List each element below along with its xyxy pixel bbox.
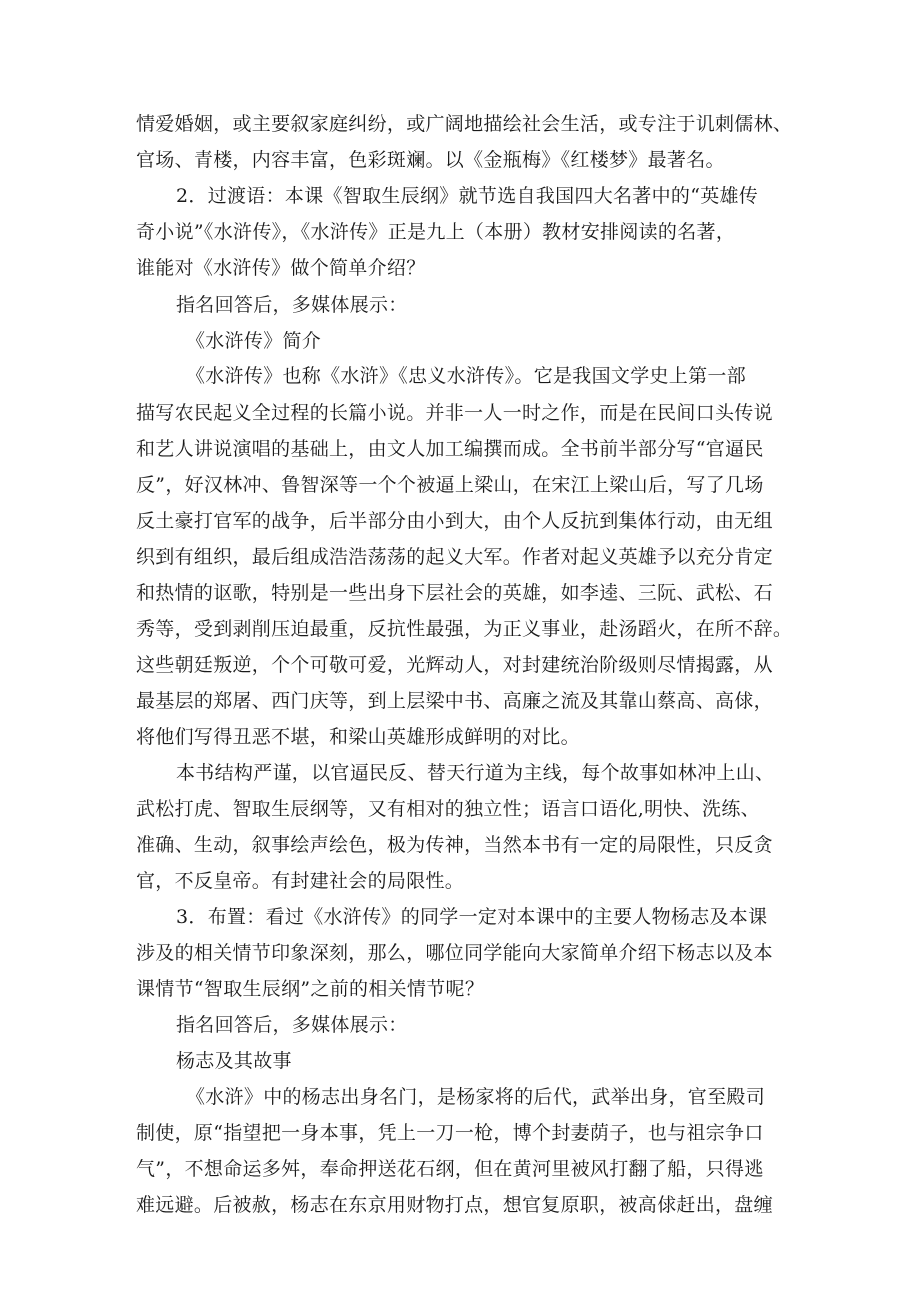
text-line: 将他们写得丑恶不堪，和梁山英雄形成鲜明的对比。: [136, 726, 580, 748]
text-line: 《水浒传》也称《水浒》《忠义水浒传》。它是我国文学史上第一部: [186, 365, 747, 387]
text-line: 杨志及其故事: [176, 1050, 292, 1072]
text-line: 反”，好汉林冲、鲁智深等一个个被逼上梁山，在宋江上梁山后，写了几场: [136, 474, 764, 496]
text-line: 武松打虎、智取生辰纲等，又有相对的独立性；语言口语化,明快、洗练、: [136, 798, 760, 820]
text-line: 官场、青楼，内容丰富，色彩斑斓。以《金瓶梅》《红楼梦》最著名。: [136, 149, 725, 171]
text-line: 制使，原“指望把一身本事，凭上一刀一枪，博个封妻荫子，也与祖宗争口: [136, 1122, 764, 1144]
text-line: 指名回答后，多媒体展示：: [176, 294, 408, 316]
text-line: 准确、生动，叙事绘声绘色，极为传神，当然本书有一定的局限性，只反贪: [136, 834, 773, 856]
text-line: 课情节“智取生辰纲”之前的相关情节呢？: [136, 978, 485, 1000]
text-line: 难远避。后被赦，杨志在东京用财物打点，想官复原职，被高俅赶出，盘缠: [136, 1194, 773, 1216]
text-line: 这些朝廷叛逆，个个可敬可爱，光辉动人，对封建统治阶级则尽情揭露，从: [136, 654, 773, 676]
text-line: 谁能对《水浒传》做个简单介绍？: [136, 257, 426, 279]
text-line: 描写农民起义全过程的长篇小说。并非一人一时之作，而是在民间口头传说: [136, 402, 773, 424]
text-line: 和艺人讲说演唱的基础上，由文人加工编撰而成。全书前半部分写“官逼民: [136, 438, 764, 460]
text-line: 指名回答后，多媒体展示：: [176, 1014, 408, 1036]
text-line: 《水浒》中的杨志出身名门，是杨家将的后代，武举出身，官至殿司: [186, 1086, 766, 1108]
text-line: 秀等，受到剥削压迫最重，反抗性最强，为正义事业，赴汤蹈火，在所不辞。: [136, 618, 793, 640]
text-line: 最基层的郑屠、西门庆等，到上层梁中书、高廉之流及其靠山蔡高、高俅，: [136, 690, 773, 712]
text-line: 奇小说”《水浒传》，《水浒传》正是九上（本册）教材安排阅读的名著，: [136, 221, 736, 243]
text-line: 2．过渡语：本课《智取生辰纲》就节选自我国四大名著中的“英雄传: [176, 185, 759, 207]
text-line: 气”，不想命运多舛，奉命押送花石纲，但在黄河里被风打翻了船，只得逃: [136, 1158, 764, 1180]
text-line: 《水浒传》简介: [186, 330, 322, 352]
text-line: 织到有组织，最后组成浩浩荡荡的起义大军。作者对起义英雄予以充分肯定: [136, 546, 773, 568]
text-line: 3．布置：看过《水浒传》的同学一定对本课中的主要人物杨志及本课: [176, 906, 768, 928]
text-line: 本书结构严谨，以官逼民反、替天行道为主线，每个故事如林冲上山、: [176, 762, 775, 784]
text-line: 反土豪打官军的战争，后半部分由小到大，由个人反抗到集体行动，由无组: [136, 510, 773, 532]
text-line: 情爱婚姻，或主要叙家庭纠纷，或广阔地描绘社会生活，或专注于讥刺儒林、: [136, 113, 793, 135]
text-line: 涉及的相关情节印象深刻，那么，哪位同学能向大家简单介绍下杨志以及本: [136, 942, 773, 964]
text-line: 和热情的讴歌，特别是一些出身下层社会的英雄，如李逵、三阮、武松、石: [136, 582, 773, 604]
text-line: 官，不反皇帝。有封建社会的局限性。: [136, 870, 465, 892]
